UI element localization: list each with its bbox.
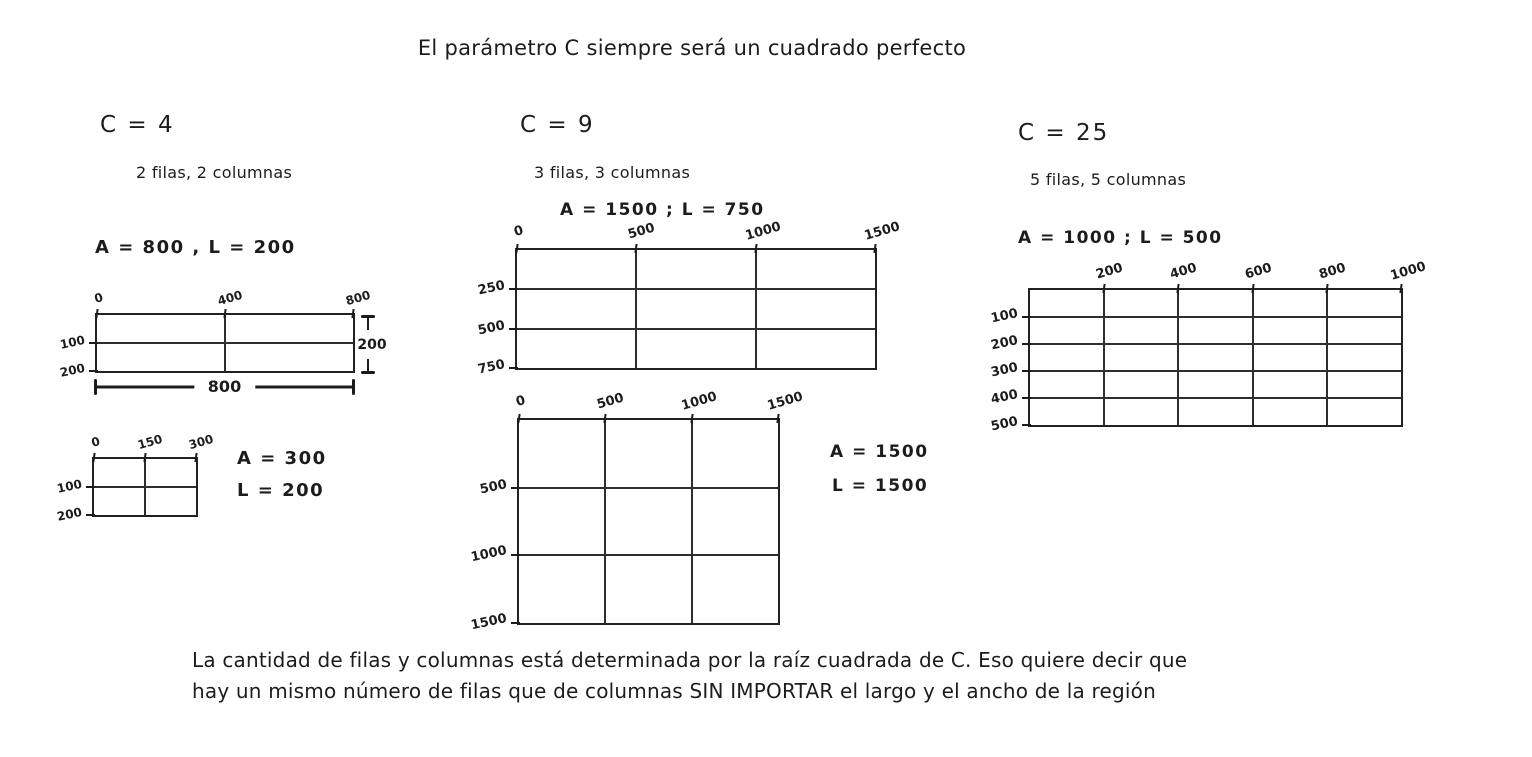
dimension-cap-bottom — [361, 371, 375, 374]
x-axis-tick — [690, 414, 693, 423]
x-axis-tick — [92, 453, 95, 462]
height-dimension-bracket — [357, 316, 387, 373]
grid-horizontal-line — [519, 554, 778, 556]
x-axis-tick — [517, 414, 520, 423]
y-axis-tick — [1022, 370, 1031, 372]
x-axis-tick-label: 1500 — [862, 219, 902, 244]
x-axis-tick — [223, 309, 226, 318]
grid-c4-rect — [58, 287, 372, 380]
grid-horizontal-line — [1030, 343, 1401, 345]
x-axis-tick-label: 800 — [1317, 260, 1348, 283]
x-axis-tick — [194, 453, 197, 462]
y-axis-tick-label: 200 — [58, 360, 87, 380]
y-axis-tick — [509, 367, 518, 369]
grid-horizontal-line — [1030, 397, 1401, 399]
y-axis-tick-label: 1000 — [469, 543, 509, 566]
footer-line2: hay un mismo número de filas que de columnas SIN IMPORTAR el largo y el ancho de la región — [192, 679, 1156, 703]
y-axis-tick-label: 200 — [55, 504, 84, 524]
x-axis-tick-label: 1000 — [679, 389, 719, 414]
x-axis-tick — [604, 414, 607, 423]
y-axis-tick — [1022, 343, 1031, 345]
x-axis-tick — [873, 244, 876, 253]
grid-c9-square-length-label: L = 1500 — [832, 476, 929, 496]
grid-horizontal-line — [97, 342, 353, 344]
dimension-stub-top — [367, 318, 369, 330]
x-axis-tick-label: 500 — [595, 390, 626, 413]
x-axis-tick — [1399, 284, 1402, 293]
x-axis-tick-label: 600 — [1242, 260, 1274, 283]
y-axis-tick-label: 500 — [989, 414, 1020, 435]
y-axis-tick-label: 1500 — [469, 611, 509, 634]
footer-note — [192, 645, 1187, 707]
x-axis-tick — [95, 309, 98, 318]
x-axis-tick — [776, 414, 779, 423]
x-axis-tick-label: 0 — [514, 393, 528, 410]
x-axis-tick-label: 800 — [344, 287, 372, 309]
grid-horizontal-line — [94, 486, 196, 488]
x-axis-tick-label: 0 — [89, 434, 102, 450]
y-axis-tick — [509, 328, 518, 330]
section-c9-params: A = 1500 ; L = 750 — [560, 200, 765, 220]
grid-c9-square — [469, 389, 805, 634]
x-axis-tick — [1251, 284, 1254, 293]
section-c9-rows-cols: 3 filas, 3 columnas — [534, 163, 691, 182]
y-axis-tick — [89, 370, 98, 372]
x-axis-tick — [143, 453, 146, 462]
grid-c9-square-area-label: A = 1500 — [830, 442, 929, 462]
y-axis-tick-label: 250 — [476, 278, 507, 299]
dimension-stub-bottom — [367, 359, 369, 371]
section-c4-label: C = 4 — [100, 112, 175, 138]
x-axis-tick — [635, 244, 638, 253]
grid-c4-small-length-label: L = 200 — [237, 480, 325, 501]
x-axis-tick — [1325, 284, 1328, 293]
x-axis-tick — [515, 244, 518, 253]
x-axis-tick-label: 1000 — [1388, 259, 1428, 284]
y-axis-tick-label: 500 — [478, 476, 509, 498]
width-dimension-line — [94, 379, 355, 395]
y-axis-tick — [1022, 316, 1031, 318]
grid-vertical-line — [1252, 290, 1254, 425]
footer-line1: La cantidad de filas y columnas está determinada por la raíz cuadrada de C. Eso quiere decir que — [192, 648, 1188, 672]
y-axis-tick-label: 300 — [989, 360, 1020, 381]
grid-horizontal-line — [517, 288, 875, 290]
x-axis-tick-label: 400 — [216, 287, 244, 309]
y-axis-tick-label: 100 — [58, 332, 87, 352]
grid-horizontal-line — [519, 487, 778, 489]
y-axis-tick — [86, 486, 95, 488]
grid-vertical-line — [755, 250, 757, 368]
x-axis-tick — [1177, 284, 1180, 293]
grid-vertical-line — [1177, 290, 1179, 425]
section-c25-rows-cols: 5 filas, 5 columnas — [1030, 170, 1187, 189]
y-axis-tick-label: 100 — [989, 306, 1020, 327]
height-dimension-label: 200 — [357, 336, 387, 353]
x-axis-tick-label: 150 — [136, 431, 164, 453]
section-c9-label: C = 9 — [520, 112, 595, 138]
grid-c4-small-area-label: A = 300 — [237, 448, 327, 469]
y-axis-tick — [511, 622, 520, 624]
grid-vertical-line — [1103, 290, 1105, 425]
x-axis-tick-label: 400 — [1168, 260, 1199, 283]
x-axis-tick-label: 500 — [626, 220, 657, 243]
y-axis-tick — [89, 342, 98, 344]
grid-c4-small — [55, 431, 215, 524]
dimension-end-tick-right — [352, 379, 355, 395]
y-axis-tick — [511, 554, 520, 556]
y-axis-tick — [1022, 424, 1031, 426]
grid-horizontal-line — [1030, 370, 1401, 372]
y-axis-tick-label: 750 — [476, 357, 507, 378]
section-c4-params: A = 800 , L = 200 — [95, 237, 296, 258]
grid-horizontal-line — [1030, 316, 1401, 318]
x-axis-tick — [351, 309, 354, 318]
x-axis-tick-label: 300 — [187, 431, 215, 453]
y-axis-tick-label: 200 — [989, 333, 1020, 354]
x-axis-tick-label: 0 — [512, 223, 526, 240]
x-axis-tick-label: 1500 — [765, 389, 805, 414]
grid-vertical-line — [1326, 290, 1328, 425]
y-axis-tick — [511, 487, 520, 489]
section-c4-rows-cols: 2 filas, 2 columnas — [136, 163, 293, 182]
grid-vertical-line — [635, 250, 637, 368]
y-axis-tick-label: 500 — [476, 317, 507, 339]
y-axis-tick — [509, 288, 518, 290]
y-axis-tick-label: 100 — [55, 476, 84, 496]
x-axis-tick — [1103, 284, 1106, 293]
x-axis-tick-label: 200 — [1094, 260, 1125, 283]
width-dimension-label: 800 — [194, 377, 255, 396]
grid-vertical-line — [691, 420, 693, 623]
grid-c25-rect — [989, 259, 1428, 435]
x-axis-tick-label: 1000 — [743, 219, 783, 244]
y-axis-tick — [1022, 397, 1031, 399]
y-axis-tick — [86, 514, 95, 516]
grid-horizontal-line — [517, 328, 875, 330]
section-c25-label: C = 25 — [1018, 120, 1110, 146]
y-axis-tick-label: 400 — [989, 387, 1020, 408]
grid-c9-rect — [476, 219, 902, 378]
x-axis-tick — [754, 244, 757, 253]
grid-vertical-line — [604, 420, 606, 623]
section-c25-params: A = 1000 ; L = 500 — [1018, 228, 1223, 248]
page-title: El parámetro C siempre será un cuadrado perfecto — [417, 36, 967, 60]
x-axis-tick-label: 0 — [92, 290, 105, 306]
